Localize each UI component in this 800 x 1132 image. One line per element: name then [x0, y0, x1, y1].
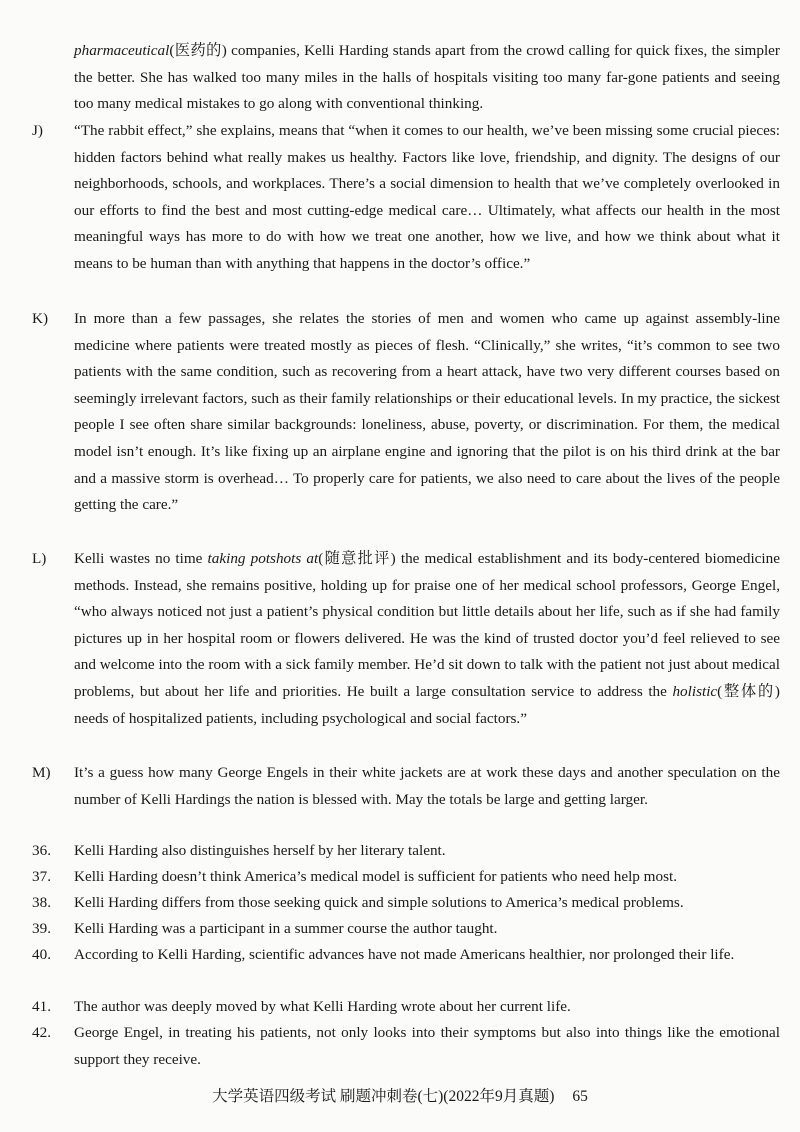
question-37 — [32, 864, 780, 891]
paragraph-m — [32, 760, 780, 813]
question-text: George Engel, in treating his patients, not only looks into their symptoms but also into things like the emotional support they receive. — [74, 1024, 780, 1068]
question-42 — [32, 1020, 780, 1073]
paragraph-i-text: companies, Kelli Harding stands apart from the crowd calling for quick fixes, the simpler the better. She has walked too many miles in the halls of hospitals visiting too many far-gone patients and seeing too many medical mistakes to go along with conventional thinking. — [74, 42, 780, 113]
question-text: Kelli Harding was a participant in a summer course the author taught. — [74, 920, 498, 937]
paragraph-j — [32, 118, 780, 278]
gloss-holistic: (整体的) — [717, 682, 780, 700]
question-39 — [32, 916, 780, 943]
paragraph-l — [32, 546, 780, 732]
term-pharmaceutical: pharmaceutical — [74, 42, 170, 59]
question-text: Kelli Harding differs from those seeking quick and simple solutions to America’s medical problems. — [74, 894, 684, 911]
question-text: Kelli Harding also distinguishes herself by her literary talent. — [74, 842, 446, 859]
question-number: 41. — [32, 998, 51, 1015]
question-40 — [32, 942, 780, 969]
paragraph-label-l: L) — [32, 550, 47, 567]
question-text: According to Kelli Harding, scientific advances have not made Americans healthier, nor prolonged their life. — [74, 946, 735, 963]
question-number: 37. — [32, 868, 51, 885]
question-number: 38. — [32, 894, 51, 911]
question-number: 40. — [32, 946, 51, 963]
question-number: 39. — [32, 920, 51, 937]
paragraph-k — [32, 306, 780, 519]
paragraph-l-text-b: the medical establishment and its body-centered biomedicine methods. Instead, she remains positive, holding up for praise one of her medical school professors, George Engel, “who always noticed not just a patient’s physical condition but little details about her life, such as if she had family pictures up in her hospital room or flowers delivered. He was the kind of trusted doctor you’d feel relieved to see and welcome into the room with a sick family member. He’d sit down to talk with the patient not just about medical problems, but about her life and priorities. He built a large consultation service to address the — [74, 550, 780, 700]
question-36 — [32, 838, 780, 865]
paragraph-i-continuation — [32, 38, 780, 118]
paragraph-label-j: J) — [32, 122, 43, 139]
gloss-taking-potshots: (随意批评) — [318, 550, 396, 567]
page-number: 65 — [572, 1088, 588, 1105]
gloss-pharmaceutical: (医药的) — [169, 42, 227, 59]
question-38 — [32, 890, 780, 917]
term-holistic: holistic — [672, 682, 718, 700]
question-41 — [32, 994, 780, 1021]
question-number: 42. — [32, 1024, 51, 1041]
paragraph-label-m: M) — [32, 764, 51, 781]
question-text: Kelli Harding doesn’t think America’s medical model is sufficient for patients who need help most. — [74, 868, 678, 885]
paragraph-l-text-a: Kelli wastes no time — [74, 550, 208, 567]
page-footer — [0, 1084, 800, 1110]
paragraph-k-text: In more than a few passages, she relates the stories of men and women who came up against assembly-line medicine where patients were treated mostly as pieces of flesh. “Clinically,” she writes, “it’s common to see two patients with the same condition, such as recovering from a heart attack, have two very different courses based on seemingly irrelevant factors, such as their family relationships or their educational levels. In my practice, the sickest people I see often share similar backgrounds: loneliness, abuse, poverty, or discrimination. For them, the medical model isn’t enough. It’s like fixing up an airplane engine and ignoring that the pilot is on his third drink at the bar and a massive storm is overhead… To properly care for patients, we also need to care about the lives of the people getting the care.” — [74, 310, 780, 514]
paragraph-l-text-c: needs of hospitalized patients, including psychological and social factors.” — [74, 709, 527, 727]
paragraph-label-k: K) — [32, 310, 49, 327]
paragraph-m-text: It’s a guess how many George Engels in their white jackets are at work these days and another speculation on the number of Kelli Hardings the nation is blessed with. May the totals be large and getting larger. — [74, 764, 780, 808]
term-taking-potshots: taking potshots at — [207, 550, 319, 567]
footer-title: 大学英语四级考试 刷题冲刺卷(七)(2022年9月真题) — [212, 1088, 555, 1105]
paragraph-j-text: “The rabbit effect,” she explains, means that “when it comes to our health, we’ve been missing some crucial pieces: hidden factors behind what really makes us healthy. Factors like love, friendship, and dignity. The designs of our neighborhoods, schools, and workplaces. There’s a social dimension to health that we’ve completely overlooked in our efforts to find the best and most cutting-edge medical care… Ultimately, what affects our health in the most meaningful ways has more to do with how we treat one another, how we live, and how we think about what it means to be human than with anything that happens in the doctor’s office.” — [74, 122, 780, 272]
question-number: 36. — [32, 842, 51, 859]
question-text: The author was deeply moved by what Kelli Harding wrote about her current life. — [74, 998, 571, 1015]
